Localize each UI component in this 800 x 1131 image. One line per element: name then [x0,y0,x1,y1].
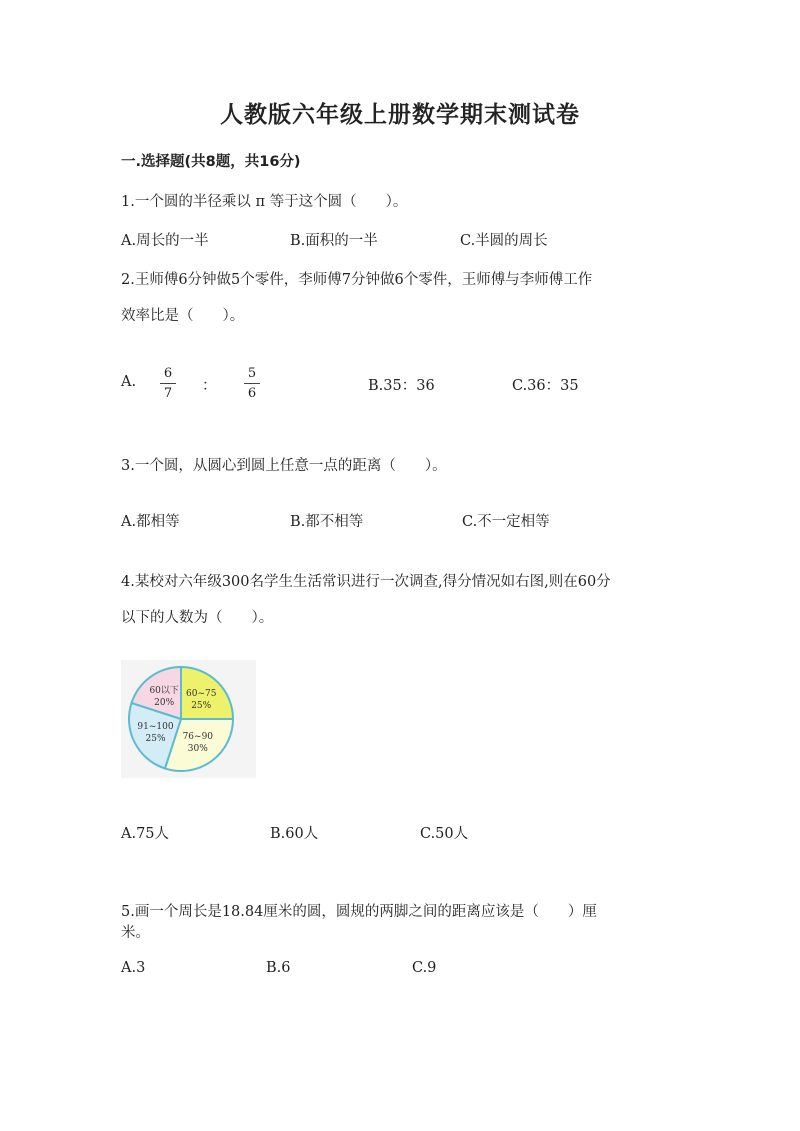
fraction-denominator: 6 [247,386,257,401]
pie-slice-label: 25% [191,700,212,711]
fraction-numerator: 5 [247,366,257,381]
question-4-text-line1: 4.某校对六年级300名学生生活常识进行一次调查,得分情况如右图,则在60分 [121,574,611,590]
question-4-option-a: A.75人 [121,826,170,842]
fraction-denominator: 7 [163,386,173,401]
fraction-bar [244,383,260,384]
pie-slice-label: 25% [145,733,166,744]
fraction-bar [160,383,176,384]
question-2-option-c: C.36：35 [512,378,579,394]
question-4-text-line2: 以下的人数为（ ）。 [121,610,274,626]
pie-slice-label: 91~100 [137,721,174,732]
fraction-numerator: 6 [163,366,173,381]
page-title: 人教版六年级上册数学期末测试卷 [220,102,580,128]
question-4-option-c: C.50人 [420,826,469,842]
question-5-option-c: C.9 [412,960,437,976]
question-4-option-b: B.60人 [270,826,319,842]
fraction-5-6 [244,366,260,401]
question-2-text-line1: 2.王师傅6分钟做5个零件，李师傅7分钟做6个零件，王师傅与李师傅工作 [121,272,593,288]
pie-slice-label: 76~90 [182,732,214,743]
ratio-colon: ： [202,378,217,394]
question-5-text-line1: 5.画一个周长是18.84厘米的圆，圆规的两脚之间的距离应该是（ ）厘 [121,904,597,920]
fraction-6-7 [160,366,176,401]
pie-slice-label: 60~75 [185,688,217,699]
question-2-option-a-label: A. [121,374,137,390]
question-5-option-b: B.6 [266,960,291,976]
question-1-text: 1.一个圆的半径乘以 π 等于这个圆（ ）。 [121,194,408,210]
pie-chart [121,660,256,778]
section-heading: 一.选择题(共8题，共16分) [121,154,301,170]
pie-slice-label: 30% [187,744,208,755]
question-1-option-a: A.周长的一半 [121,233,209,249]
question-3-option-b: B.都不相等 [290,514,364,530]
question-3-option-a: A.都相等 [121,514,180,530]
pie-slice-label: 60以下 [149,685,179,696]
question-1-option-c: C.半圆的周长 [460,233,548,249]
question-3-option-c: C.不一定相等 [462,514,550,530]
pie-chart-figure [121,660,256,778]
question-5-text-line2: 米。 [121,925,150,941]
question-2-option-b: B.35：36 [368,378,435,394]
question-2-text-line2: 效率比是（ ）。 [121,308,245,324]
pie-slice-label: 20% [154,697,175,708]
question-5-option-a: A.3 [121,960,146,976]
question-1-option-b: B.面积的一半 [290,233,378,249]
question-3-text: 3.一个圆，从圆心到圆上任意一点的距离（ ）。 [121,458,447,474]
